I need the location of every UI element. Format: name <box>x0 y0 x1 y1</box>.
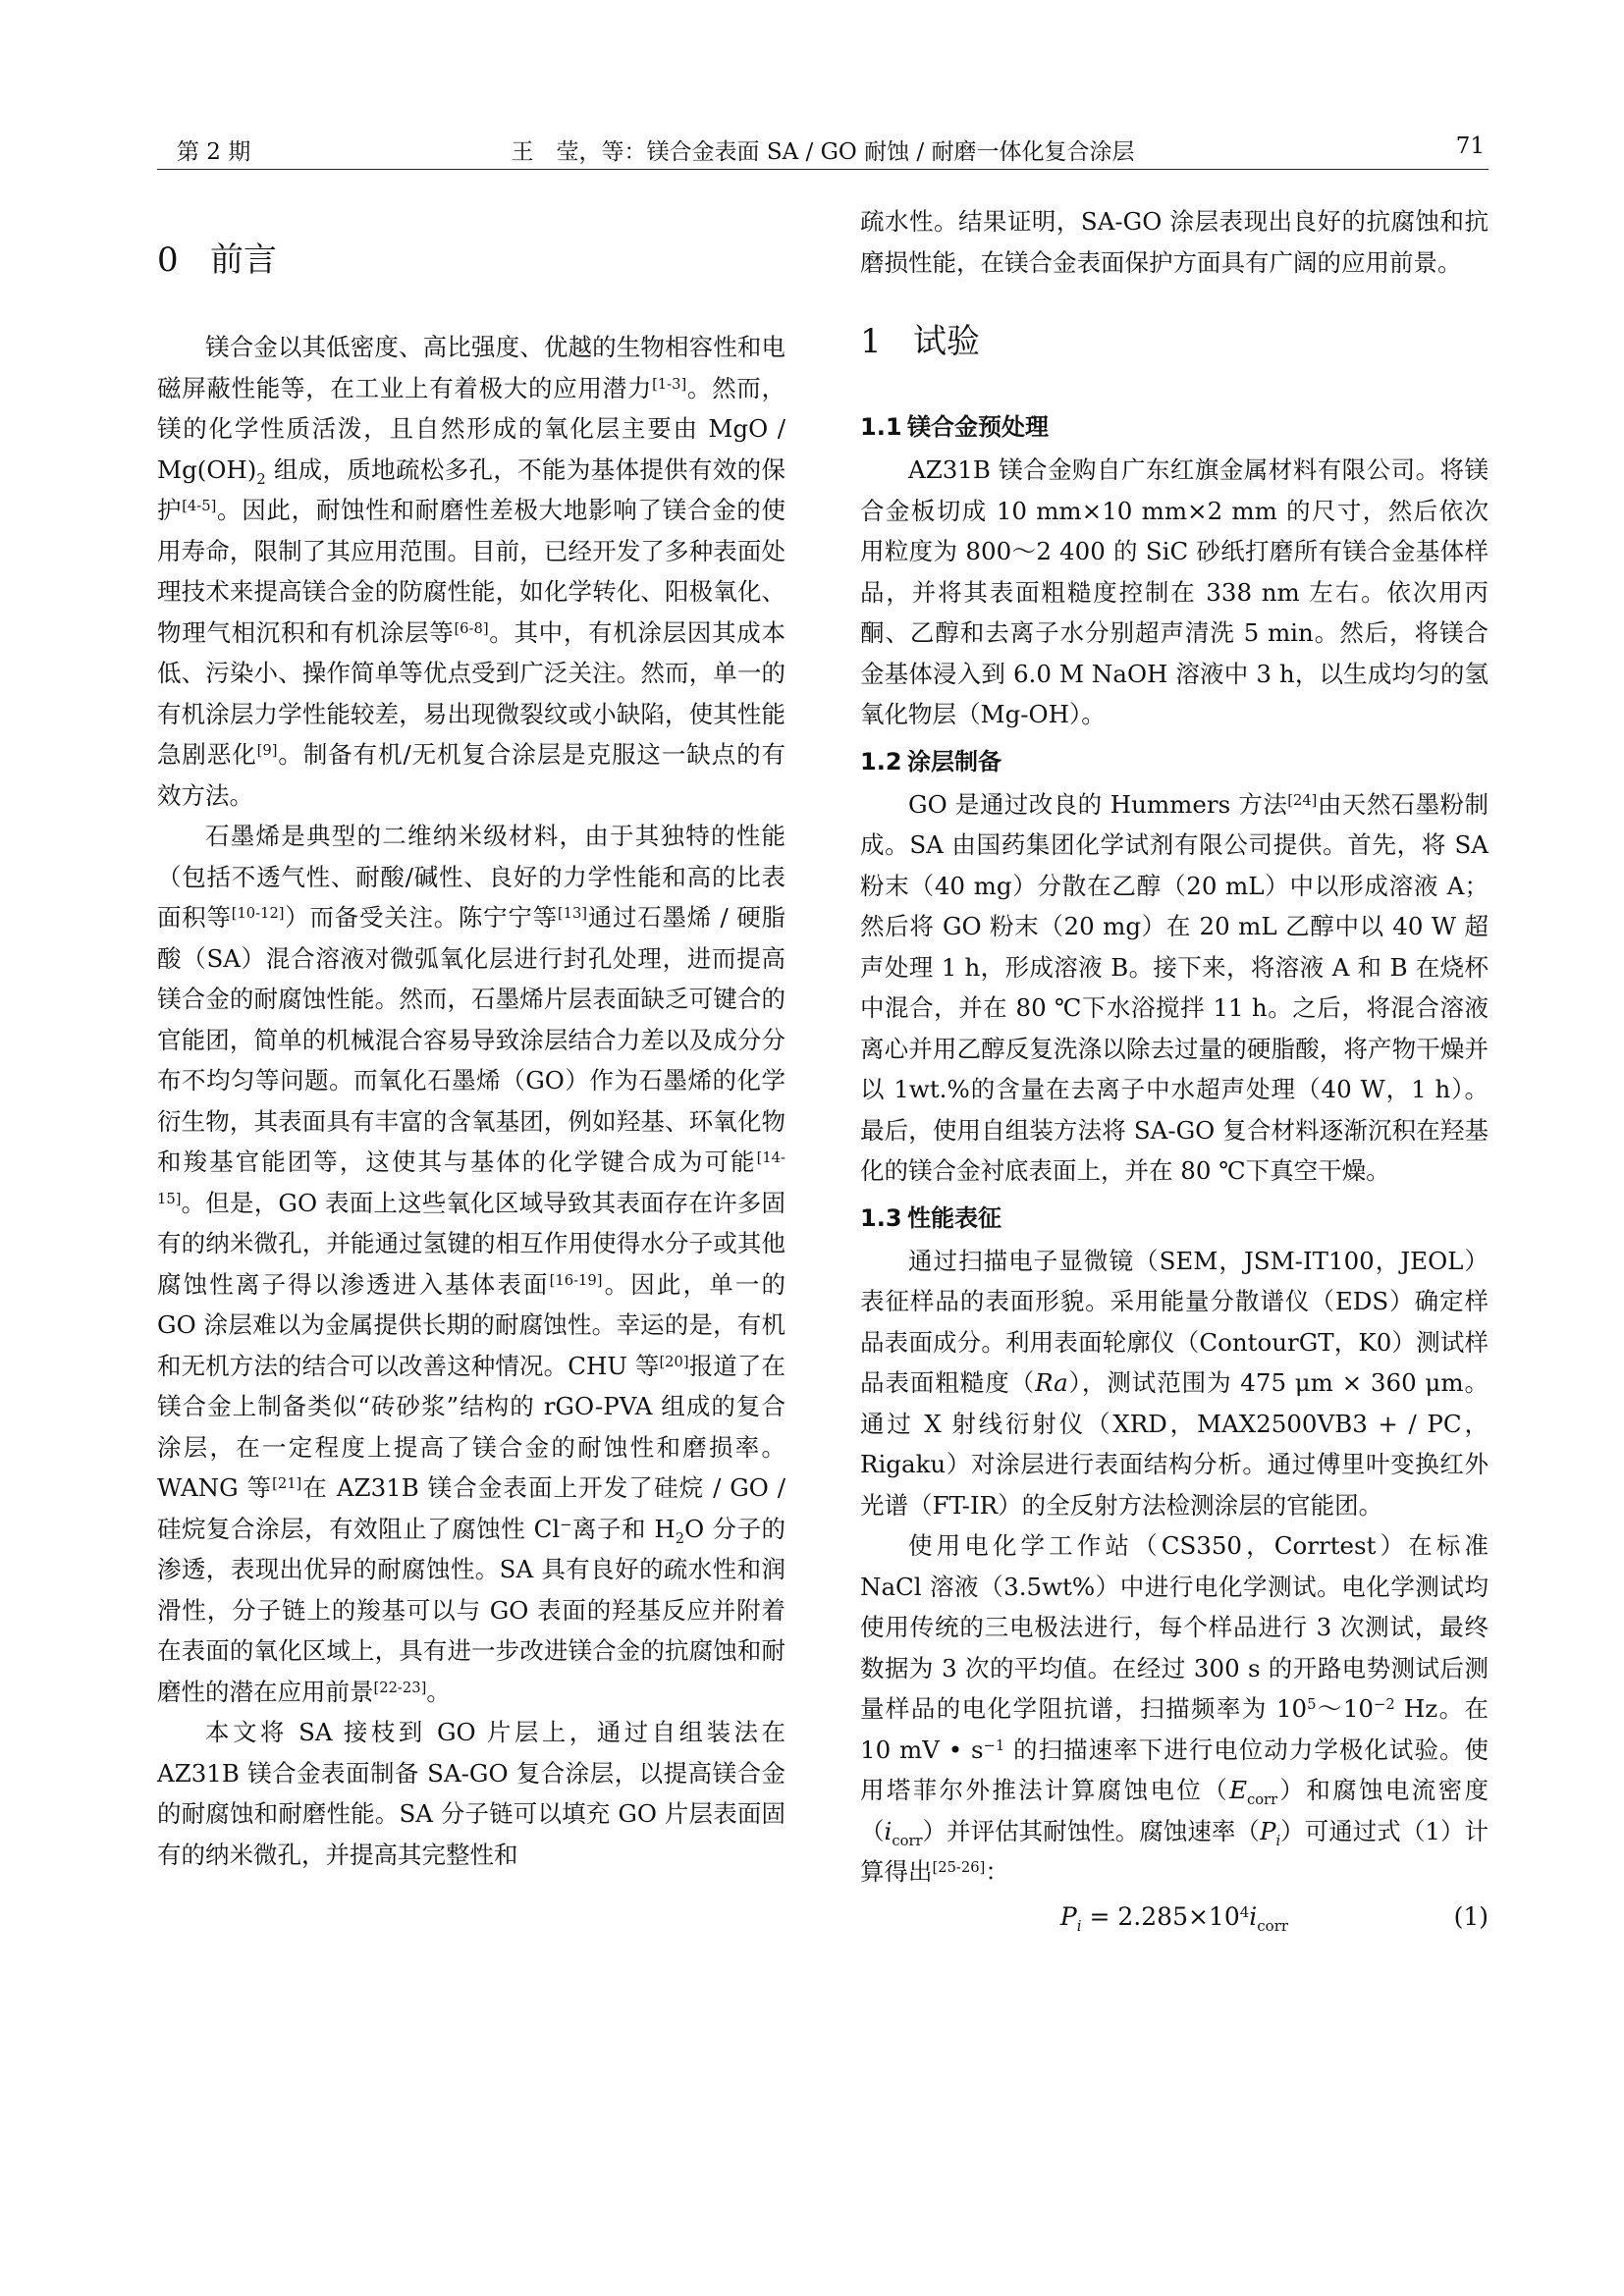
subsection-heading-1-3: 1.3 性能表征 <box>860 1203 1001 1232</box>
equation-body: $P_i = 2.285\times 10^4i_{corr}$ <box>1059 1901 1289 1935</box>
section-heading-experiment <box>860 320 1489 363</box>
page-number: 71 <box>1455 133 1485 159</box>
equation-number: (1) <box>1453 1901 1489 1931</box>
section-heading-intro <box>157 239 785 282</box>
subsection-heading-1-2: 1.2 涂层制备 <box>860 747 1001 775</box>
intro-paragraph-2: 石墨烯是典型的二维纳米级材料，由于其独特的性能（包括不透气性、耐酸/碱性、良好的力学性能和高的比表面积等[10-12]）而备受关注。陈宁宁等[13]通过石墨烯 / 硬脂酸（SA）混合溶液对微弧氧化层进行封孔处理，进而提高镁合金的耐腐蚀性能。然而，石墨烯片层表面缺乏可键合的官能团，简单的机械混合容易导致涂层结合力差以及成分分布不均匀等问题。而氧化石墨烯（GO）作为石墨烯的化学衍生物，其表面具有丰富的含氧基团，例如羟基、环氧化物和羧基官能团等，这使其与基体的化学键合成为可能[14-15]。但是，GO 表面上这些氧化区域导致其表面存在许多固有的纳米微孔，并能通过氢键的相互作用使得水分子或其他腐蚀性离子得以渗透进入基体表面[16-19]。因此，单一的 GO 涂层难以为金属提供长期的耐腐蚀性。幸运的是，有机和无机方法的结合可以改善这种情况。CHU 等[20]报道了在镁合金上制备类似“砖砂浆”结构的 rGO-PVA 组成的复合涂层，在一定程度上提高了镁合金的耐蚀性和磨损率。WANG 等[21]在 AZ31B 镁合金表面上开发了硅烷 / GO / 硅烷复合涂层，有效阻止了腐蚀性 Cl−离子和 $H_2O$ 分子的渗透，表现出优异的耐腐蚀性。SA 具有良好的疏水性和润滑性，分子链上的羧基可以与 GO 表面的羟基反应并附着在表面的氧化区域上，具有进一步改进镁合金的抗腐蚀和耐磨性的潜在应用前景[22-23]。 <box>157 822 786 1706</box>
coating-preparation-paragraph: GO 是通过改良的 Hummers 方法[24]由天然石墨粉制成。SA 由国药集团化学试剂有限公司提供。首先，将 SA 粉末（40 mg）分散在乙醇（20 mL）中以形成溶液 A；然后将 GO 粉末（20 mg）在 20 mL 乙醇中以 40 W 超声处理 1 h，形成溶液 B。接下来，将溶液 A 和 B 在烧杯中混合，并在 80 ℃下水浴搅拌 11 h。之后，将混合溶液离心并用乙醇反复洗涤以除去过量的硬脂酸，将产物干燥并以 1wt.%的含量在去离子中水超声处理（40 W，1 h）。最后，使用自组装方法将 SA-GO 复合材料逐渐沉积在羟基化的镁合金衬底表面上，并在 80 ℃下真空干燥。 <box>860 789 1489 1185</box>
characterization-paragraph-2: 使用电化学工作站（CS350，Corrtest）在标准 NaCl 溶液（3.5wt%）中进行电化学测试。电化学测试均使用传统的三电极法进行，每个样品进行 3 次测试，最终数据为 3 次的平均值。在经过 300 s 的开路电势测试后测量样品的电化学阻抗谱，扫描频率为 $10^5\sim 10^{-2}$ Hz。在 10 mV • $s^{-1}$ 的扫描速率下进行电位动力学极化试验。使用塔菲尔外推法计算腐蚀电位$(E_{corr})$和腐蚀电流密度$(i_{corr})$并评估其耐蚀性。腐蚀速率$(P_i)$可通过式（1）计算得出[25-26]： <box>860 1531 1489 1886</box>
section-title: 前言 <box>210 240 277 280</box>
right-column <box>860 201 1489 1944</box>
intro-paragraph-1: 镁合金以其低密度、高比强度、优越的生物相容性和电磁屏蔽性能等，在工业上有着极大的应用潜力[1-3]。然而，镁的化学性质活泼，且自然形成的氧化层主要由 MgO / $Mg(OH)_2$ 组成，质地疏松多孔，不能为基体提供有效的保护[4-5]。因此，耐蚀性和耐磨性差极大地影响了镁合金的使用寿命，限制了其应用范围。目前，已经开发了多种表面处理技术来提高镁合金的防腐性能，如化学转化、阳极氧化、物理气相沉积和有机涂层等[6-8]。其中，有机涂层因其成本低、污染小、操作简单等优点受到广泛关注。然而，单一的有机涂层力学性能较差，易出现微裂纹或小缺陷，使其性能急剧恶化[9]。制备有机/无机复合涂层是克服这一缺点的有效方法。 <box>157 333 785 810</box>
running-header <box>157 133 1489 169</box>
left-column <box>157 201 785 1875</box>
issue-number: 第 2 期 <box>177 139 251 165</box>
intro-paragraph-3-continued: 疏水性。结果证明，SA-GO 涂层表现出良好的抗腐蚀和抗磨损性能，在镁合金表面保护方面具有广阔的应用前景。 <box>860 207 1489 277</box>
equation-1 <box>860 1896 1489 1944</box>
running-title: 王 莹，等：镁合金表面 SA / GO 耐蚀 / 耐磨一体化复合涂层 <box>511 139 1135 165</box>
characterization-paragraph-1: 通过扫描电子显微镜（SEM，JSM-IT100，JEOL）表征样品的表面形貌。采用能量分散谱仪（EDS）确定样品表面成分。利用表面轮廓仪（ContourGT，K0）测试样品表面粗糙度（Ra），测试范围为 475 μm × 360 μm。通过 X 射线衍射仪（XRD，MAX2500VB3 + / PC，Rigaku）对涂层进行表面结构分析。通过傅里叶变换红外光谱（FT-IR）的全反射方法检测涂层的官能团。 <box>860 1246 1489 1520</box>
section-number: 1 <box>860 322 882 361</box>
pretreatment-paragraph: AZ31B 镁合金购自广东红旗金属材料有限公司。将镁合金板切成 10 mm×10 mm×2 mm 的尺寸，然后依次用粒度为 800～2 400 的 SiC 砂纸打磨所有镁合金基体样品，并将其表面粗糙度控制在 338 nm 左右。依次用丙酮、乙醇和去离子水分别超声清洗 5 min。然后，将镁合金基体浸入到 6.0 M NaOH 溶液中 3 h，以生成均匀的氢氧化物层（Mg-OH）。 <box>860 455 1489 728</box>
header-rule <box>157 169 1489 170</box>
section-title: 试验 <box>913 322 980 361</box>
section-number: 0 <box>157 240 179 280</box>
intro-paragraph-3: 本文将 SA 接枝到 GO 片层上，通过自组装法在 AZ31B 镁合金表面制备 SA-GO 复合涂层，以提高镁合金的耐腐蚀和耐磨性能。SA 分子链可以填充 GO 片层表面固有的纳米微孔，并提高其完整性和 <box>157 1718 785 1869</box>
subsection-heading-1-1: 1.1 镁合金预处理 <box>860 413 1049 441</box>
